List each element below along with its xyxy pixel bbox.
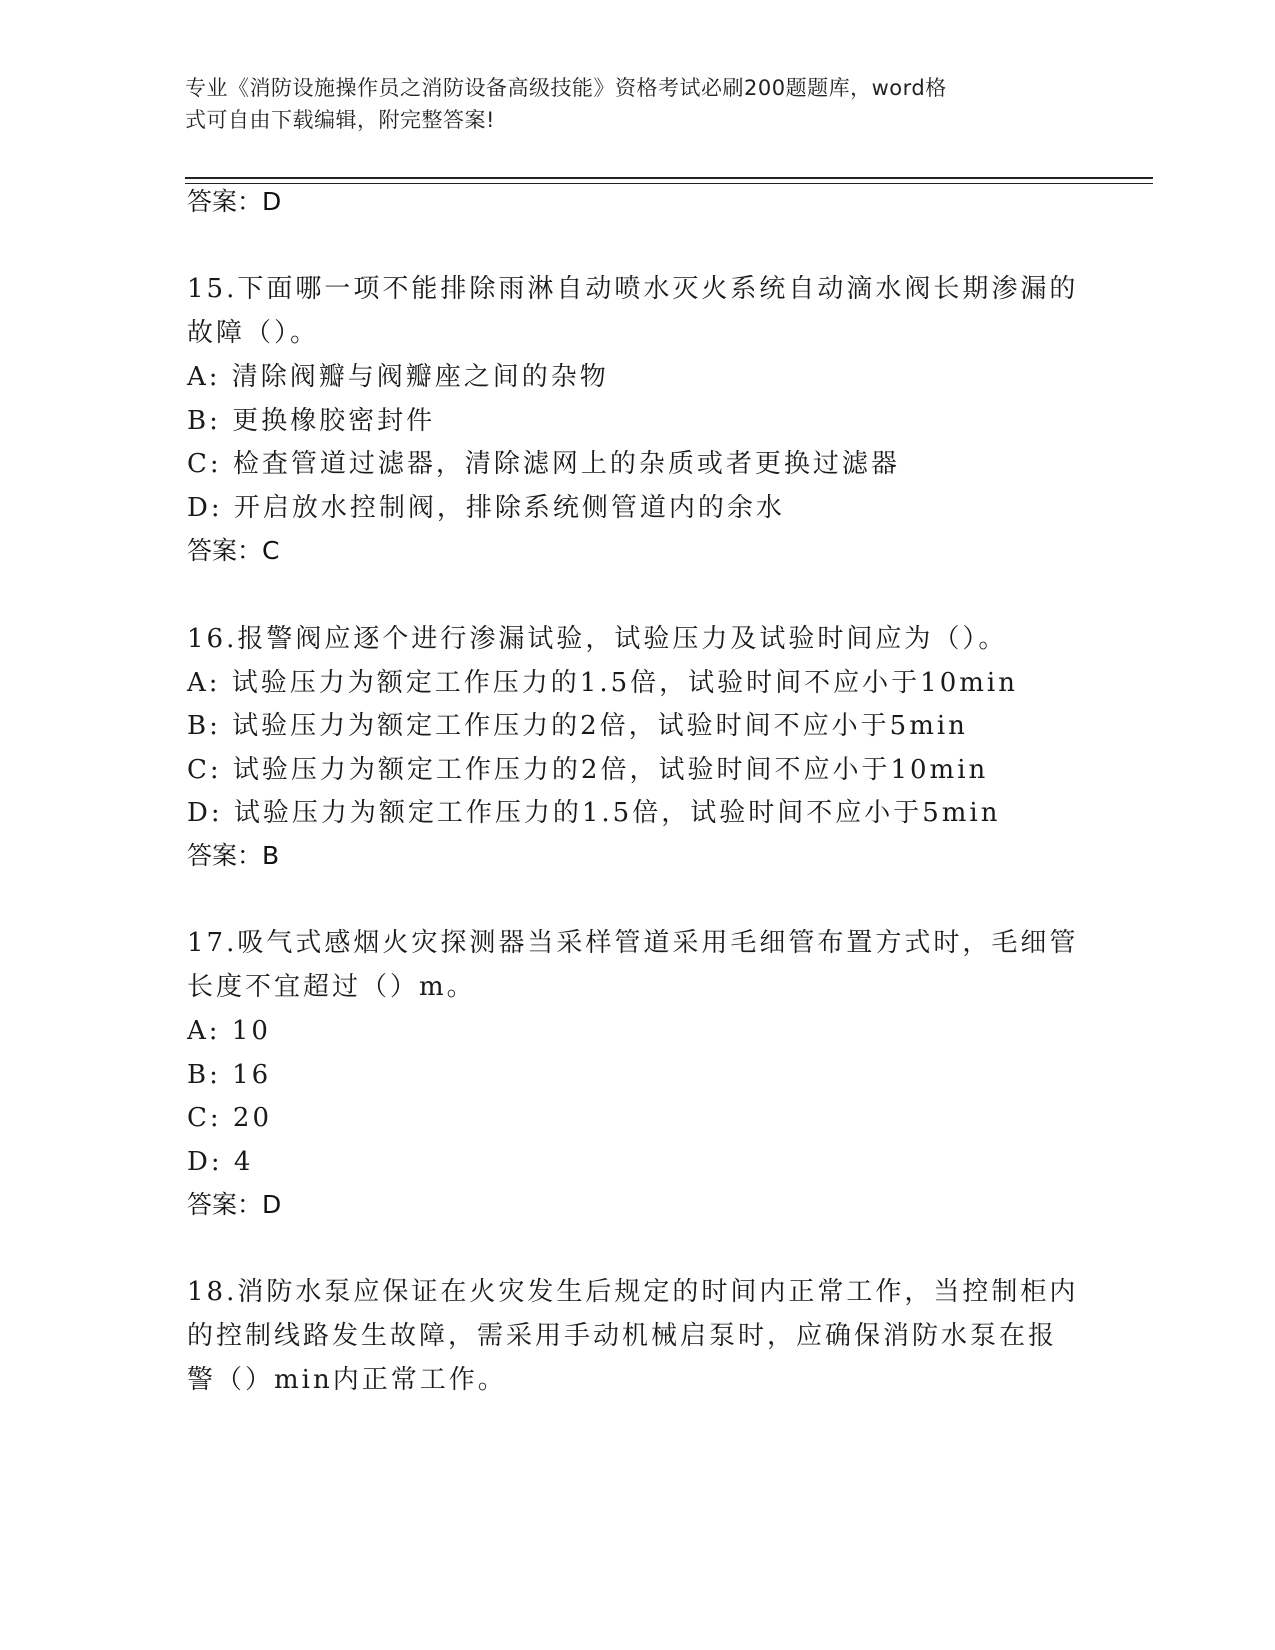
answer-q16: 答案：B (187, 841, 280, 870)
question-18-stem-line-1: 18.消防水泵应保证在火灾发生后规定的时间内正常工作，当控制柜内 (187, 1277, 1079, 1307)
answer-q17: 答案：D (187, 1190, 282, 1219)
question-17-stem-line-1: 17.吸气式感烟火灾探测器当采样管道采用毛细管布置方式时，毛细管 (187, 928, 1079, 958)
question-16-option-c: C: 试验压力为额定工作压力的2倍，试验时间不应小于10min (187, 755, 989, 785)
question-15-stem-line-2: 故障（）。 (187, 318, 320, 348)
question-17-stem-line-2: 长度不宜超过（）m。 (187, 972, 476, 1002)
question-16-stem-line-1: 16.报警阀应逐个进行渗漏试验，试验压力及试验时间应为（）。 (187, 624, 1008, 654)
question-16-option-a: A: 试验压力为额定工作压力的1.5倍，试验时间不应小于10min (187, 668, 1018, 698)
question-15-stem-line-1: 15.下面哪一项不能排除雨淋自动喷水灭火系统自动滴水阀长期渗漏的 (187, 274, 1079, 304)
header-line-2: 式可自由下载编辑，附完整答案! (185, 108, 495, 132)
header-line-1: 专业《消防设施操作员之消防设备高级技能》资格考试必刷200题题库，word格 (185, 76, 947, 100)
header-divider-thin (185, 183, 1153, 184)
question-16-option-b: B: 试验压力为额定工作压力的2倍，试验时间不应小于5min (187, 711, 968, 741)
question-18-stem-line-2: 的控制线路发生故障，需采用手动机械启泵时，应确保消防水泵在报 (187, 1321, 1058, 1351)
question-15-option-d: D: 开启放水控制阀，排除系统侧管道内的余水 (187, 493, 785, 523)
question-17-option-b: B: 16 (187, 1060, 272, 1090)
question-18-stem-line-3: 警（）min内正常工作。 (187, 1365, 507, 1395)
question-15-option-a: A: 清除阀瓣与阀瓣座之间的杂物 (187, 362, 609, 392)
question-17-option-d: D: 4 (187, 1147, 254, 1177)
question-17-option-a: A: 10 (187, 1016, 271, 1046)
question-15-option-c: C: 检査管道过滤器，清除滤网上的杂质或者更换过滤器 (187, 449, 900, 479)
answer-q14: 答案：D (187, 187, 282, 216)
answer-q15: 答案：C (187, 536, 280, 565)
header-divider-thick (185, 177, 1153, 179)
question-16-option-d: D: 试验压力为额定工作压力的1.5倍，试验时间不应小于5min (187, 798, 1001, 828)
question-17-option-c: C: 20 (187, 1103, 273, 1133)
question-15-option-b: B: 更换橡胶密封件 (187, 406, 436, 436)
document-header (185, 72, 1085, 136)
